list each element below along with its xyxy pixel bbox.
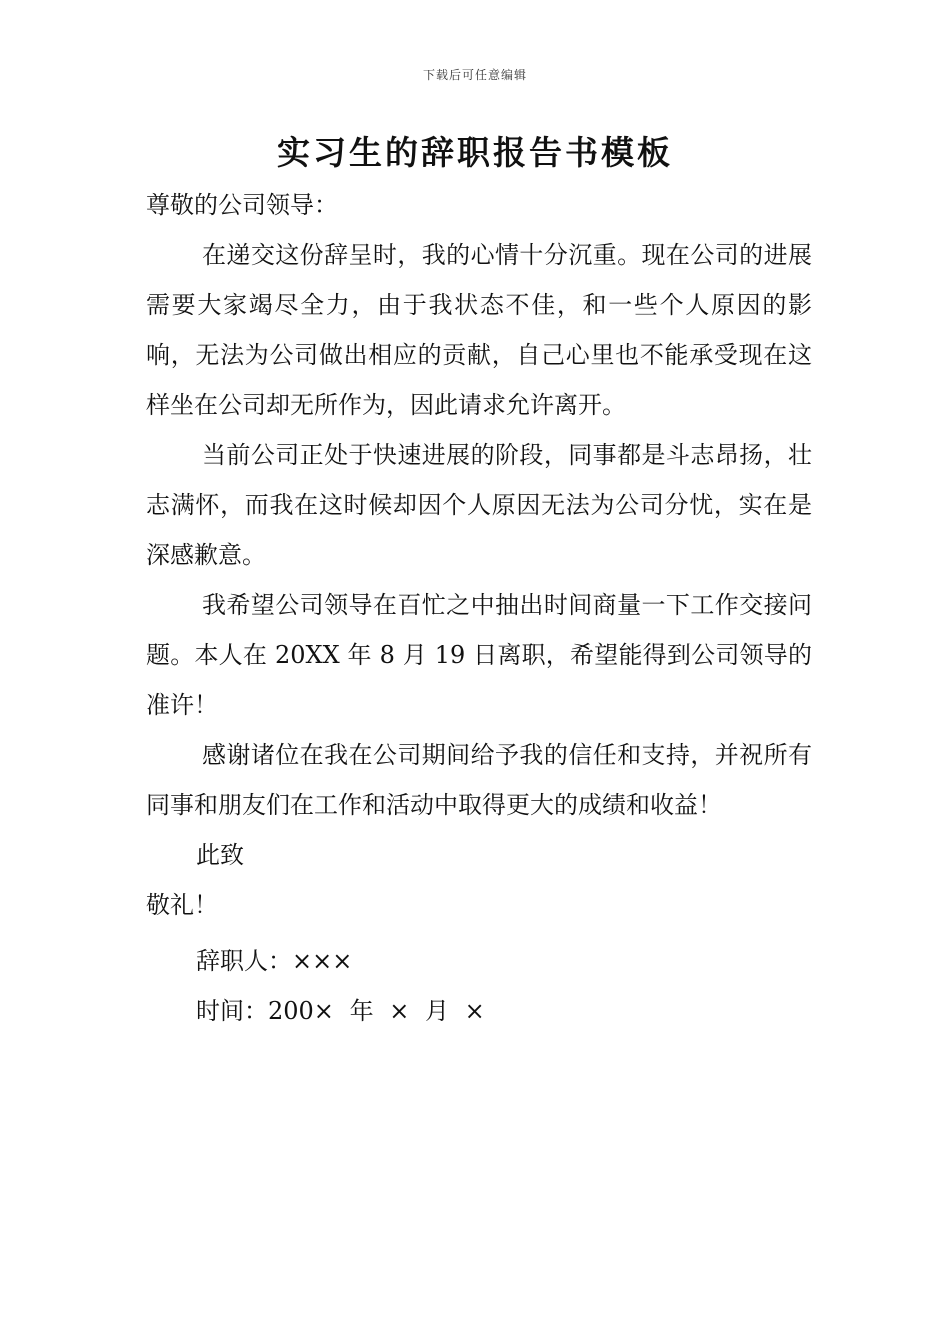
signature-name: 辞职人：××× <box>196 947 353 975</box>
paragraph-2: 当前公司正处于快速进展的阶段，同事都是斗志昂扬，壮志满怀，而我在这时候却因个人原因无法为公司分忧，实在是深感歉意。 <box>146 441 812 569</box>
paragraph-4: 感谢诸位在我在公司期间给予我的信任和支持，并祝所有同事和朋友们在工作和活动中取得更大的成绩和收益！ <box>146 741 812 819</box>
document-title: 实习生的辞职报告书模板 <box>277 133 673 172</box>
paragraph-1: 在递交这份辞呈时，我的心情十分沉重。现在公司的进展需要大家竭尽全力，由于我状态不佳，和一些个人原因的影响，无法为公司做出相应的贡献，自己心里也不能承受现在这样坐在公司却无所作为，因此请求允许离开。 <box>146 241 812 419</box>
month-placeholder: × <box>389 997 410 1025</box>
day-placeholder: × <box>464 997 485 1025</box>
regards: 敬礼！ <box>146 891 218 919</box>
header-note: 下载后可任意编辑 <box>422 68 527 82</box>
signature-time <box>146 986 812 1036</box>
month-label: 月 <box>424 997 449 1025</box>
letter-body <box>146 180 812 1036</box>
closing: 此致 <box>196 841 244 869</box>
salutation: 尊敬的公司领导： <box>146 191 338 219</box>
paragraph-3: 我希望公司领导在百忙之中抽出时间商量一下工作交接问题。本人在 20XX 年 8 月 19 日离职，希望能得到公司领导的准许！ <box>146 591 812 719</box>
year-label: 年 <box>349 997 374 1025</box>
time-label: 时间：200× <box>196 997 334 1025</box>
